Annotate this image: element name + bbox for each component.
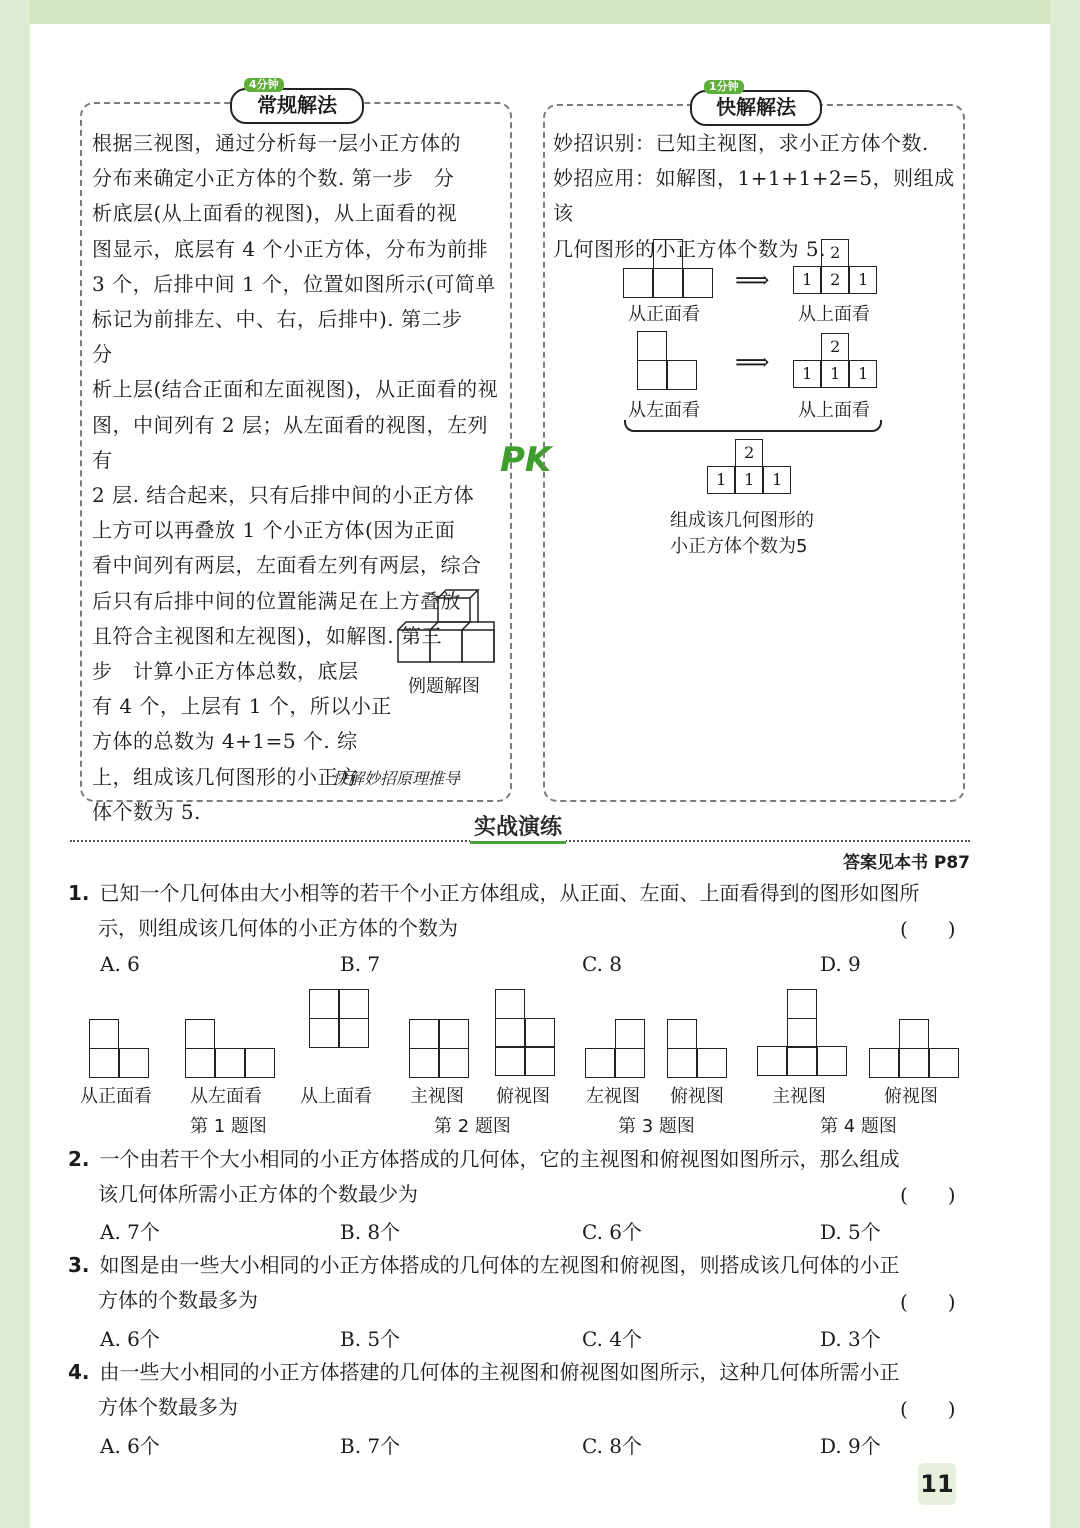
cell: 2	[821, 239, 849, 267]
tab-title: 常规解法	[257, 93, 337, 117]
q4-caption: 第 4 题图	[820, 1116, 897, 1137]
option-c[interactable]: C. 8	[582, 952, 623, 976]
cell	[615, 1019, 645, 1049]
option-c[interactable]: C. 4个	[582, 1327, 643, 1351]
option-b[interactable]: B. 7	[340, 952, 381, 976]
q2-main-label: 主视图	[410, 1086, 464, 1107]
option-d[interactable]: D. 3个	[820, 1327, 881, 1351]
q4-main-figure	[758, 990, 848, 1076]
question-line	[68, 876, 978, 911]
cell	[409, 1019, 439, 1049]
question-text: 已知一个几何体由大小相等的若干个小正方体组成，从正面、左面、上面看得到的图形如图所	[99, 881, 920, 905]
combined-grid	[708, 440, 792, 493]
question-number: 1.	[68, 881, 90, 905]
line: 上，组成该几何图形的小正方	[92, 764, 359, 789]
line: 看中间列有两层，左面看左列有两层，综合	[92, 553, 482, 578]
cell	[899, 1019, 929, 1049]
line: 有 4 个，上层有 1 个，所以小正	[92, 694, 392, 719]
line: 根据三视图，通过分析每一层小正方体的	[92, 131, 461, 155]
arrow-icon: ⟹	[735, 266, 770, 294]
answer-blank[interactable]: ( )	[900, 1183, 956, 1207]
cell: 1	[763, 466, 791, 494]
top-band	[30, 0, 1050, 24]
example-cube-figure	[396, 588, 500, 668]
cell	[683, 268, 713, 298]
cell: 2	[735, 439, 763, 467]
question-line: 该几何体所需小正方体的个数最少为	[98, 1182, 418, 1206]
line: 妙招识别：已知主视图，求小正方体个数.	[553, 131, 929, 155]
left-view-grid	[638, 332, 698, 389]
cell: 1	[821, 360, 849, 388]
option-d[interactable]: D. 9个	[820, 1434, 881, 1458]
cell: 2	[821, 266, 849, 294]
cell	[869, 1048, 899, 1078]
cell	[929, 1048, 959, 1078]
cell	[525, 1018, 555, 1048]
cell	[409, 1048, 439, 1078]
brace	[624, 420, 882, 432]
line: 3 个，后排中间 1 个，位置如图所示(可简单	[92, 271, 496, 296]
line: 标记为前排左、中、右，后排中). 第二步 分	[92, 307, 484, 367]
q4-top-label: 俯视图	[884, 1086, 938, 1107]
q1-caption: 第 1 题图	[190, 1116, 267, 1137]
line: 几何图形的小正方体个数为 5.	[553, 236, 826, 261]
option-a[interactable]: A. 6个	[100, 1434, 160, 1458]
conclusion-line-2: 小正方体个数为5	[670, 536, 808, 557]
cell: 1	[707, 466, 735, 494]
cell	[667, 360, 697, 390]
q2-top-label: 俯视图	[496, 1086, 550, 1107]
left-view-label: 从左面看	[628, 400, 700, 421]
question-text: 一个由若干个大小相同的小正方体搭成的几何体，它的主视图和俯视图如图所示，那么组成	[99, 1147, 900, 1171]
option-a[interactable]: A. 7个	[100, 1220, 160, 1244]
q2-main-figure	[410, 1020, 470, 1077]
cell	[339, 989, 369, 1019]
principle-footer: 快解妙招原理推导	[332, 769, 461, 788]
option-a[interactable]: A. 6个	[100, 1327, 160, 1351]
top-view-grid-1	[794, 240, 878, 293]
cell	[439, 1019, 469, 1049]
line: 体个数为 5.	[92, 799, 201, 824]
question-2	[68, 1142, 978, 1212]
cell	[495, 989, 525, 1019]
regular-solution-text	[92, 126, 502, 830]
cell	[653, 268, 683, 298]
regular-solution-tab	[230, 78, 364, 124]
cell	[439, 1048, 469, 1078]
cell	[615, 1048, 645, 1078]
question-line	[68, 1355, 978, 1390]
q4-top-figure	[870, 1020, 960, 1077]
cell	[89, 1048, 119, 1078]
cell	[637, 331, 667, 361]
cell	[185, 1048, 215, 1078]
cell	[185, 1019, 215, 1049]
cell: 1	[849, 360, 877, 388]
q1-top-figure	[310, 990, 370, 1047]
cell	[309, 1018, 339, 1048]
question-3	[68, 1248, 978, 1318]
cell	[339, 1018, 369, 1048]
answer-blank[interactable]: ( )	[900, 1290, 956, 1314]
cell	[495, 1046, 525, 1076]
cell: 1	[793, 266, 821, 294]
line: 2 层. 结合起来，只有后排中间的小正方体	[92, 483, 475, 508]
line: 方体的总数为 4+1=5 个. 综	[92, 729, 358, 754]
q3-left-label: 左视图	[586, 1086, 640, 1107]
option-c[interactable]: C. 6个	[582, 1220, 643, 1244]
cell: 1	[735, 466, 763, 494]
front-view-grid	[624, 240, 714, 297]
q2-caption: 第 2 题图	[434, 1116, 511, 1137]
line: 析上层(结合正面和左面视图)，从正面看的视	[92, 377, 499, 402]
cell	[697, 1048, 727, 1078]
cell	[245, 1048, 275, 1078]
option-b[interactable]: B. 8个	[340, 1220, 401, 1244]
quick-solution-tab	[690, 80, 822, 126]
cell: 1	[849, 266, 877, 294]
pk-logo: PK	[500, 440, 552, 480]
arrow-icon: ⟹	[735, 348, 770, 376]
quick-solution-text	[553, 126, 958, 267]
question-line	[68, 1142, 978, 1177]
q1-front-label: 从正面看	[80, 1086, 152, 1107]
cell	[525, 1046, 555, 1076]
page-number: 11	[918, 1463, 956, 1505]
conclusion-line-1: 组成该几何图形的	[670, 510, 814, 531]
option-a[interactable]: A. 6	[100, 952, 140, 976]
cell	[585, 1048, 615, 1078]
cell	[667, 1048, 697, 1078]
line: 且符合主视图和左视图)，如解图. 第三	[92, 623, 443, 648]
answer-blank[interactable]: ( )	[900, 917, 956, 941]
question-line: 方体的个数最多为	[98, 1288, 258, 1312]
option-d[interactable]: D. 5个	[820, 1220, 881, 1244]
option-b[interactable]: B. 7个	[340, 1434, 401, 1458]
cell	[653, 239, 683, 269]
cell	[787, 989, 817, 1019]
q3-caption: 第 3 题图	[618, 1116, 695, 1137]
line: 图显示，底层有 4 个小正方体，分布为前排	[92, 236, 488, 261]
q1-top-label: 从上面看	[300, 1086, 372, 1107]
cell	[623, 268, 653, 298]
cell	[787, 1046, 817, 1076]
line: 妙招应用：如解图，1+1+1+2=5，则组成该	[553, 166, 955, 226]
option-c[interactable]: C. 8个	[582, 1434, 643, 1458]
q3-left-figure	[586, 1020, 646, 1077]
line: 析底层(从上面看的视图)，从上面看的视	[92, 201, 458, 226]
line: 图，中间列有 2 层；从左面看的视图，左列有	[92, 412, 488, 472]
question-number: 4.	[68, 1360, 90, 1384]
line: 上方可以再叠放 1 个小正方体(因为正面	[92, 518, 456, 543]
q1-left-figure	[186, 1020, 276, 1077]
question-number: 3.	[68, 1253, 90, 1277]
question-number: 2.	[68, 1147, 90, 1171]
line: 步 计算小正方体总数，底层	[92, 659, 359, 684]
tab-title: 快解解法	[716, 95, 796, 119]
cell	[787, 1018, 817, 1048]
cell: 2	[821, 333, 849, 361]
cell	[309, 989, 339, 1019]
example-figure-caption: 例题解图	[408, 676, 480, 697]
time-badge: 4分钟	[244, 78, 284, 92]
question-text: 由一些大小相同的小正方体搭建的几何体的主视图和俯视图如图所示，这种几何体所需小正	[99, 1360, 900, 1384]
option-b[interactable]: B. 5个	[340, 1327, 401, 1351]
q3-top-label: 俯视图	[670, 1086, 724, 1107]
cell	[89, 1019, 119, 1049]
time-badge: 1分钟	[704, 80, 744, 94]
question-4	[68, 1355, 978, 1425]
cell	[119, 1048, 149, 1078]
q1-front-figure	[90, 1020, 150, 1077]
section-title: 实战演练	[470, 810, 566, 844]
q2-top-figure	[496, 990, 556, 1076]
cell: 1	[793, 360, 821, 388]
cell	[899, 1048, 929, 1078]
answer-blank[interactable]: ( )	[900, 1397, 956, 1421]
top-view-label-2: 从上面看	[798, 400, 870, 421]
cell	[215, 1048, 245, 1078]
line: 分布来确定小正方体的个数. 第一步 分	[92, 166, 455, 191]
question-line: 方体个数最多为	[98, 1395, 238, 1419]
q3-top-figure	[668, 1020, 728, 1077]
question-line: 示，则组成该几何体的小正方体的个数为	[98, 916, 458, 940]
cell	[667, 1019, 697, 1049]
question-line	[68, 1248, 978, 1283]
q4-main-label: 主视图	[772, 1086, 826, 1107]
top-view-label-1: 从上面看	[798, 304, 870, 325]
q1-left-label: 从左面看	[190, 1086, 262, 1107]
cell	[757, 1046, 787, 1076]
question-1	[68, 876, 978, 946]
cell	[817, 1046, 847, 1076]
question-text: 如图是由一些大小相同的小正方体搭成的几何体的左视图和俯视图，则搭成该几何体的小正	[99, 1253, 900, 1277]
cell	[495, 1018, 525, 1048]
front-view-label: 从正面看	[628, 304, 700, 325]
option-d[interactable]: D. 9	[820, 952, 861, 976]
line: 后只有后排中间的位置能满足在上方叠放	[92, 588, 461, 613]
cell	[637, 360, 667, 390]
answer-reference: 答案见本书 P87	[842, 853, 970, 873]
top-view-grid-2	[794, 334, 878, 387]
